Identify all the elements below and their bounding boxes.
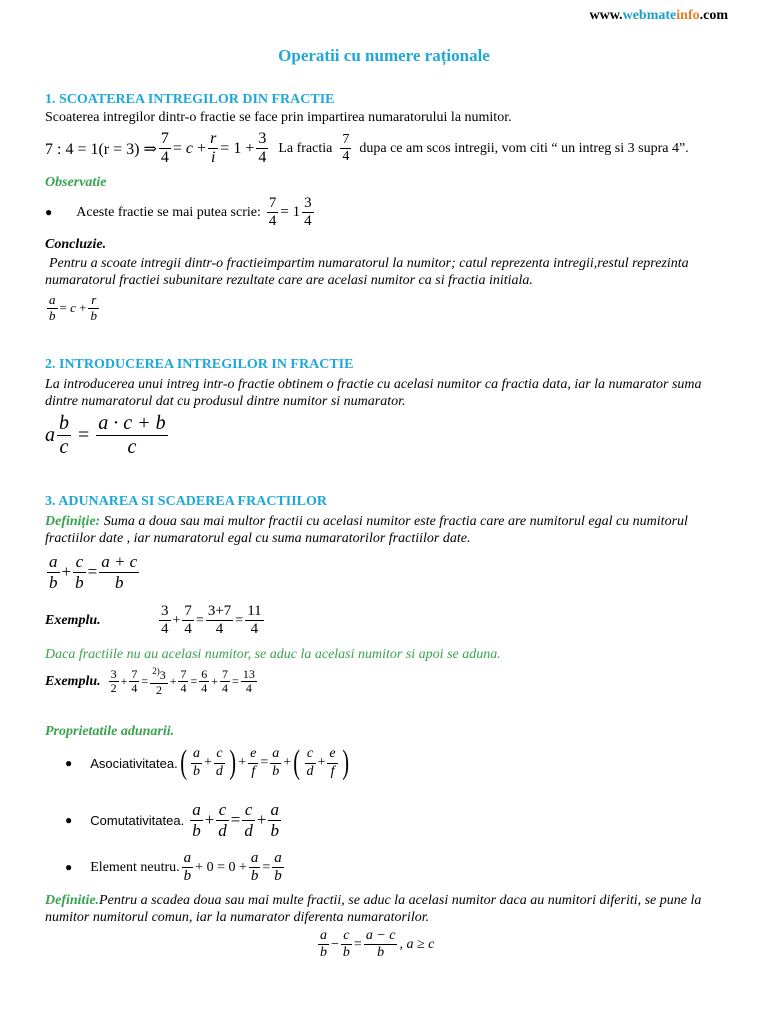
fraction: $\frac{a - c}{b}$ bbox=[365, 928, 396, 961]
definition-text: Pentru a scadea doua sau mai multe fractii, se aduc la acelasi numitor daca au numitori diferiti, se pune la numitor numitorul comun, iar la numarator diferenta numaratorilor. bbox=[45, 893, 702, 925]
fraction: $\frac{7}{4}$ bbox=[180, 666, 187, 696]
fraction: $\frac{c}{d}$ bbox=[218, 800, 227, 840]
bullet-icon: ● bbox=[65, 812, 73, 827]
fraction: 3 2 bbox=[110, 666, 117, 696]
fraction: $\frac{a}{b}$ bbox=[274, 850, 282, 885]
fraction: $\frac{6}{4}$ bbox=[201, 666, 208, 696]
section-3-definition bbox=[45, 513, 735, 547]
site-url-part: info bbox=[676, 8, 700, 23]
fraction: $\frac{^{2)}3}{2}$ bbox=[152, 666, 166, 697]
fraction: $\frac{a \cdot c + b}{c}$ bbox=[98, 412, 166, 458]
site-url[interactable] bbox=[590, 8, 728, 24]
example-label: Exemplu. bbox=[45, 673, 101, 689]
fraction: $\frac{a + c}{b}$ bbox=[101, 552, 138, 592]
fraction: $\frac{r}{b}$ bbox=[90, 292, 97, 323]
bullet-icon: ● bbox=[65, 860, 73, 875]
example-2: Exemplu. 3 2 + $\frac{7}{4}$ = $\frac{^{2)}3}{2}$ + $\frac{7}{4}$ = $\frac{6}{4}$ + $\frac{7}{4}$ = $\frac{13}{4}$ bbox=[45, 666, 255, 697]
section-2-text: La introducerea unui intreg intr-o fractie obtinem o fractie cu acelasi numitor ca fractia data, iar la numarator suma dintre numaratorul dat cu produsul dintre numitor si numarator. bbox=[45, 377, 702, 409]
section-1-heading: 1. SCOATEREA INTREGILOR DIN FRACTIE bbox=[45, 92, 335, 107]
fraction: $\frac{7}{4}$ bbox=[268, 195, 277, 230]
fraction: $\frac{7}{4}$ bbox=[222, 666, 229, 696]
property-label: Comutativitatea. bbox=[90, 812, 185, 828]
fraction: $\frac{7}{4}$ bbox=[131, 666, 138, 696]
fraction: 7 4 bbox=[342, 132, 350, 165]
observation-label: Observatie bbox=[45, 175, 107, 190]
example-label: Exemplu. bbox=[45, 612, 101, 628]
fraction: $\frac{11}{4}$ bbox=[247, 603, 262, 638]
fraction: a b bbox=[193, 746, 201, 779]
formula-text: dupa ce am scos intregii, vom citi “ un intreg si 3 supra 4”. bbox=[359, 140, 689, 156]
fraction: 3 4 bbox=[161, 603, 169, 638]
conclusion-text: Pentru a scoate intregii dintr-o fractieimpartim numaratorul la numitor; catul reprezenta intregii,restul reprezinta numaratorul fractiei subunitare rezultate care are acelasi numitor ca si fractia initiala. bbox=[45, 256, 689, 288]
fraction: $\frac{c}{d}$ bbox=[215, 746, 223, 779]
fraction: $\frac{e}{f}$ bbox=[329, 746, 336, 779]
fraction: $\frac{3}{4}$ bbox=[258, 130, 267, 167]
fraction: $\frac{c}{b}$ bbox=[342, 928, 350, 961]
fraction: $\frac{a}{b}$ bbox=[270, 800, 279, 840]
observation-item: ● Aceste fractie se mai putea scrie: $\frac{7}{4}$ = 1 3 4 bbox=[45, 195, 312, 230]
fraction: $\frac{a}{b}$ bbox=[272, 746, 280, 779]
fraction: $\frac{c}{b}$ bbox=[75, 552, 84, 592]
fraction: $\frac{b}{c}$ bbox=[59, 412, 69, 458]
section-2-formula: a $\frac{b}{c}$ = $\frac{a \cdot c + b}{c}$ bbox=[45, 412, 166, 458]
fraction: $\frac{c}{d}$ bbox=[244, 800, 253, 840]
definition-label: Definitie. bbox=[45, 893, 100, 908]
site-url-part: webmate bbox=[622, 8, 677, 23]
fraction: $\frac{3+7}{4}$ bbox=[207, 603, 232, 638]
property-neutral-element: ● Element neutru. a b + 0 = 0 + $\frac{a}{b}$ = $\frac{a}{b}$ bbox=[65, 850, 282, 885]
property-label: Element neutru. bbox=[90, 859, 180, 875]
fraction: a b bbox=[320, 928, 327, 961]
property-label: Asociativitatea. bbox=[90, 755, 178, 771]
fraction: a b bbox=[192, 800, 201, 840]
fraction: a b bbox=[183, 850, 192, 885]
fraction: 3 4 bbox=[304, 195, 312, 230]
property-associativity: ● Asociativitatea. ( a b + $\frac{c}{d}$ ) + $\frac{e}{f}$ = $\frac{a}{b}$ + ( c d + $\frac{e}{f}$ ) bbox=[65, 744, 349, 781]
fraction: $\frac{7}{4}$ bbox=[184, 603, 192, 638]
fraction: $\frac{e}{f}$ bbox=[250, 746, 257, 779]
bullet-icon: ● bbox=[65, 755, 73, 770]
property-commutativity: ● Comutativitatea. a b + $\frac{c}{d}$ = $\frac{c}{d}$ + $\frac{a}{b}$ bbox=[65, 800, 279, 840]
site-url-part: .com bbox=[699, 8, 728, 23]
conclusion-formula: $\frac{a}{b}$ = c + $\frac{r}{b}$ bbox=[49, 292, 97, 323]
section-1-intro: Scoaterea intregilor dintr-o fractie se face prin impartirea numaratorului la numitor. bbox=[45, 110, 512, 125]
subtraction-definition bbox=[45, 892, 735, 926]
bullet-icon: ● bbox=[45, 205, 53, 220]
page-title: Operatii cu numere raționale bbox=[278, 46, 490, 65]
subtraction-formula: a b − $\frac{c}{b}$ = $\frac{a - c}{b}$ , a ≥ c bbox=[320, 928, 435, 961]
formula-lead: 7 : 4 = 1(r = 3) ⇒ bbox=[45, 140, 157, 158]
note-text: Daca fractiile nu au acelasi numitor, se aduc la acelasi numitor si apoi se aduna. bbox=[45, 647, 501, 662]
fraction: a b bbox=[49, 552, 58, 592]
fraction: c d bbox=[306, 746, 314, 779]
definition-label: Definiție: bbox=[45, 514, 101, 529]
section-3-heading: 3. ADUNAREA SI SCADEREA FRACTIILOR bbox=[45, 494, 327, 509]
site-url-part: www. bbox=[589, 8, 623, 23]
conclusion-label: Concluzie. bbox=[45, 237, 107, 252]
section-2-heading: 2. INTRODUCEREA INTREGILOR IN FRACTIE bbox=[45, 357, 354, 372]
fraction: $\frac{a}{b}$ bbox=[250, 850, 259, 885]
sum-formula: a b + $\frac{c}{b}$ = $\frac{a + c}{b}$ bbox=[49, 552, 138, 592]
properties-label: Proprietatile adunarii. bbox=[45, 724, 175, 739]
observation-text: Aceste fractie se mai putea scrie: bbox=[76, 204, 261, 220]
section-1-example-formula: 7 : 4 = 1(r = 3) ⇒ $\frac{7}{4}$ = c + $\frac{r}{i}$ = 1 + $\frac{3}{4}$ La fractia 7 4 dupa ce am scos intregii, vom citi “ un intreg si 3 supra 4”. bbox=[45, 130, 689, 167]
fraction: $\frac{r}{i}$ bbox=[210, 130, 217, 167]
fraction: $\frac{a}{b}$ bbox=[49, 292, 56, 323]
fraction: $\frac{13}{4}$ bbox=[242, 666, 255, 696]
fraction: $\frac{7}{4}$ bbox=[160, 130, 169, 167]
formula-text: La fractia bbox=[278, 140, 333, 156]
example-1: Exemplu. 3 4 + $\frac{7}{4}$ = $\frac{3+7}{4}$ = $\frac{11}{4}$ bbox=[45, 603, 262, 638]
definition-text: Suma a doua sau mai multor fractii cu acelasi numitor este fractia care are numitorul egal cu numitorul fractiilor date , iar numaratorul egal cu suma numaratorilor fractiilor date. bbox=[45, 514, 688, 546]
